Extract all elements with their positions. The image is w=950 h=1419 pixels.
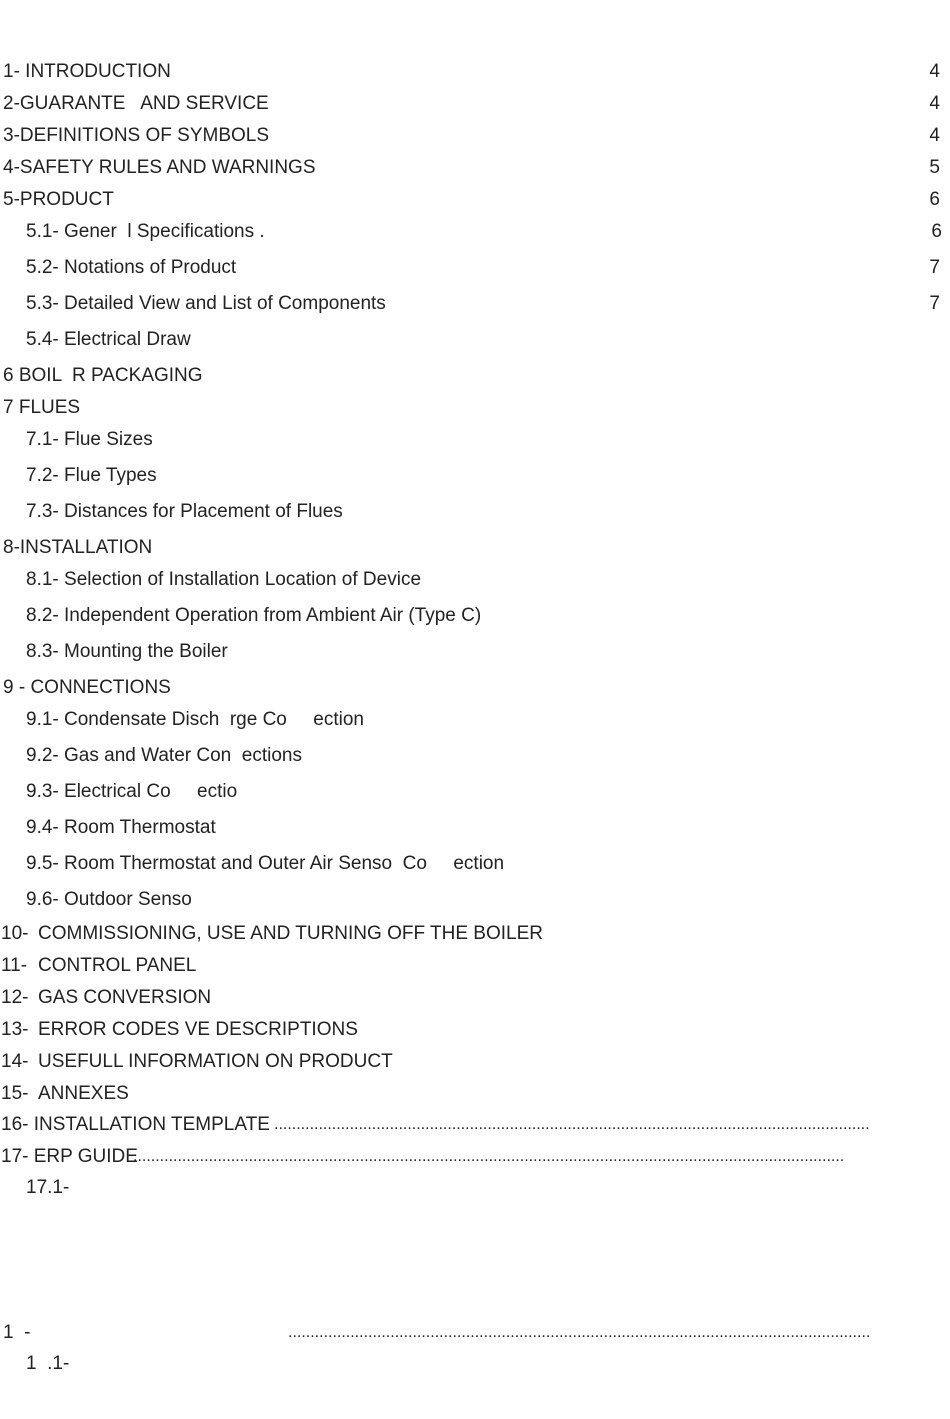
toc-entry-title: 5-PRODUCT (3, 189, 114, 210)
toc-page-number: 4 (929, 93, 940, 114)
toc-entry-11[interactable] (0, 953, 950, 979)
toc-entry-9-3[interactable] (0, 779, 950, 805)
toc-entry-9-4[interactable] (0, 815, 950, 841)
toc-entry-title: 9.3- Electrical Co ectio (26, 781, 238, 802)
toc-entry-title: 7.3- Distances for Placement of Flues (26, 501, 343, 522)
toc-entry-title: 5.3- Detailed View and List of Components (26, 293, 386, 314)
toc-entry-number: 11- (1, 955, 28, 976)
toc-entry-title: 6 BOIL R PACKAGING (3, 365, 203, 386)
toc-entry-9-2[interactable] (0, 743, 950, 769)
toc-entry-title: ANNEXES (38, 1083, 129, 1104)
toc-entry-title: 9 - CONNECTIONS (3, 677, 171, 698)
toc-entry-title: 5.1- Gener l Specifications . (26, 221, 265, 242)
toc-entry-title: 2-GUARANTE AND SERVICE (3, 93, 269, 114)
toc-page-number: 5 (929, 157, 940, 178)
toc-entry-title: 9.6- Outdoor Senso (26, 889, 192, 910)
toc-entry-3[interactable] (0, 123, 950, 149)
toc-entry-number: 14- (1, 1051, 29, 1072)
toc-entry-title: 17.1- (26, 1177, 70, 1198)
toc-entry-6[interactable] (0, 363, 950, 389)
toc-entry-9-1[interactable] (0, 707, 950, 733)
toc-entry-title: ERROR CODES VE DESCRIPTIONS (38, 1019, 358, 1040)
toc-entry-title: 7 FLUES (3, 397, 81, 418)
toc-entry-5-4[interactable] (0, 327, 950, 353)
toc-entry-5[interactable] (0, 187, 950, 213)
toc-page-number: 4 (929, 125, 940, 146)
toc-entry-number: 13- (1, 1019, 29, 1040)
toc-entry-10[interactable] (0, 921, 950, 947)
toc-entry-5-3[interactable] (0, 291, 950, 317)
toc-entry-title: 7.2- Flue Types (26, 465, 157, 486)
toc-entry-7-2[interactable] (0, 463, 950, 489)
toc-entry-8-1[interactable] (0, 567, 950, 593)
toc-entry-title: USEFULL INFORMATION ON PRODUCT (38, 1051, 393, 1072)
toc-entry-8-2[interactable] (0, 603, 950, 629)
toc-entry-8[interactable] (0, 535, 950, 561)
toc-entry-title: 3-DEFINITIONS OF SYMBOLS (3, 125, 270, 146)
toc-entry-7-1[interactable] (0, 427, 950, 453)
toc-entry-title: 8.1- Selection of Installation Location of Device (26, 569, 422, 590)
toc-entry-title: 8-INSTALLATION (3, 537, 153, 558)
toc-entry-number: 10- (1, 923, 29, 944)
toc-entry-title: 4-SAFETY RULES AND WARNINGS (3, 157, 316, 178)
toc-entry-12[interactable] (0, 985, 950, 1011)
toc-entry-15[interactable] (0, 1081, 950, 1107)
toc-entry-title: 9.5- Room Thermostat and Outer Air Senso Co ection (26, 853, 505, 874)
toc-entry-7-3[interactable] (0, 499, 950, 525)
toc-entry-5-2[interactable] (0, 255, 950, 281)
toc-entry-title: GAS CONVERSION (38, 987, 212, 1008)
toc-entry-title: 8.3- Mounting the Boiler (26, 641, 228, 662)
toc-entry-title: 5.2- Notations of Product (26, 257, 237, 278)
toc-entry-number: 12- (1, 987, 29, 1008)
toc-page-number: 4 (929, 61, 940, 82)
toc-entry-title: CONTROL PANEL (38, 955, 197, 976)
toc-entry-title: 5.4- Electrical Draw (26, 329, 191, 350)
toc-entry-7[interactable] (0, 395, 950, 421)
toc-page-number: 6 (931, 221, 942, 242)
toc-entry-number: 15- (1, 1083, 29, 1104)
toc-entry-9[interactable] (0, 675, 950, 701)
toc-entry-title: 1 .1- (26, 1353, 70, 1374)
toc-entry-title: COMMISSIONING, USE AND TURNING OFF THE BOILER (38, 923, 543, 944)
toc-entry-1x-1[interactable] (0, 1351, 950, 1377)
toc-entry-8-3[interactable] (0, 639, 950, 665)
toc-page-number: 7 (929, 257, 940, 278)
toc-entry-title: 7.1- Flue Sizes (26, 429, 153, 450)
toc-page-number: 6 (929, 189, 940, 210)
toc-page-number: 7 (929, 293, 940, 314)
toc-entry-title: 9.1- Condensate Disch rge Co ection (26, 709, 364, 730)
toc-dot-leader: ................................................................................................................................... (288, 1324, 871, 1341)
toc-entry-title: 9.4- Room Thermostat (26, 817, 216, 838)
toc-entry-14[interactable] (0, 1049, 950, 1075)
toc-entry-17[interactable] (0, 1144, 950, 1170)
toc-entry-16[interactable] (0, 1112, 950, 1138)
toc-entry-title: 9.2- Gas and Water Con ections (26, 745, 302, 766)
toc-dot-leader: ................................................................................................................................................................ (133, 1148, 845, 1165)
toc-entry-4[interactable] (0, 155, 950, 181)
toc-entry-title: 16- INSTALLATION TEMPLATE (1, 1114, 270, 1135)
toc-entry-1[interactable] (0, 59, 950, 85)
toc-entry-title: 8.2- Independent Operation from Ambient Air (Type C) (26, 605, 482, 626)
toc-entry-title: 1- INTRODUCTION (3, 61, 171, 82)
toc-entry-9-6[interactable] (0, 887, 950, 913)
toc-entry-title: 1 - (3, 1322, 31, 1343)
toc-entry-5-1[interactable] (0, 219, 950, 245)
toc-entry-17-1[interactable] (0, 1175, 950, 1201)
toc-entry-1x[interactable] (0, 1320, 950, 1346)
toc-entry-9-5[interactable] (0, 851, 950, 877)
toc-entry-title: 17- ERP GUIDE (1, 1146, 138, 1167)
toc-entry-2[interactable] (0, 91, 950, 117)
toc-entry-13[interactable] (0, 1017, 950, 1043)
toc-dot-leader: ...................................................................................................................................... (274, 1116, 870, 1133)
